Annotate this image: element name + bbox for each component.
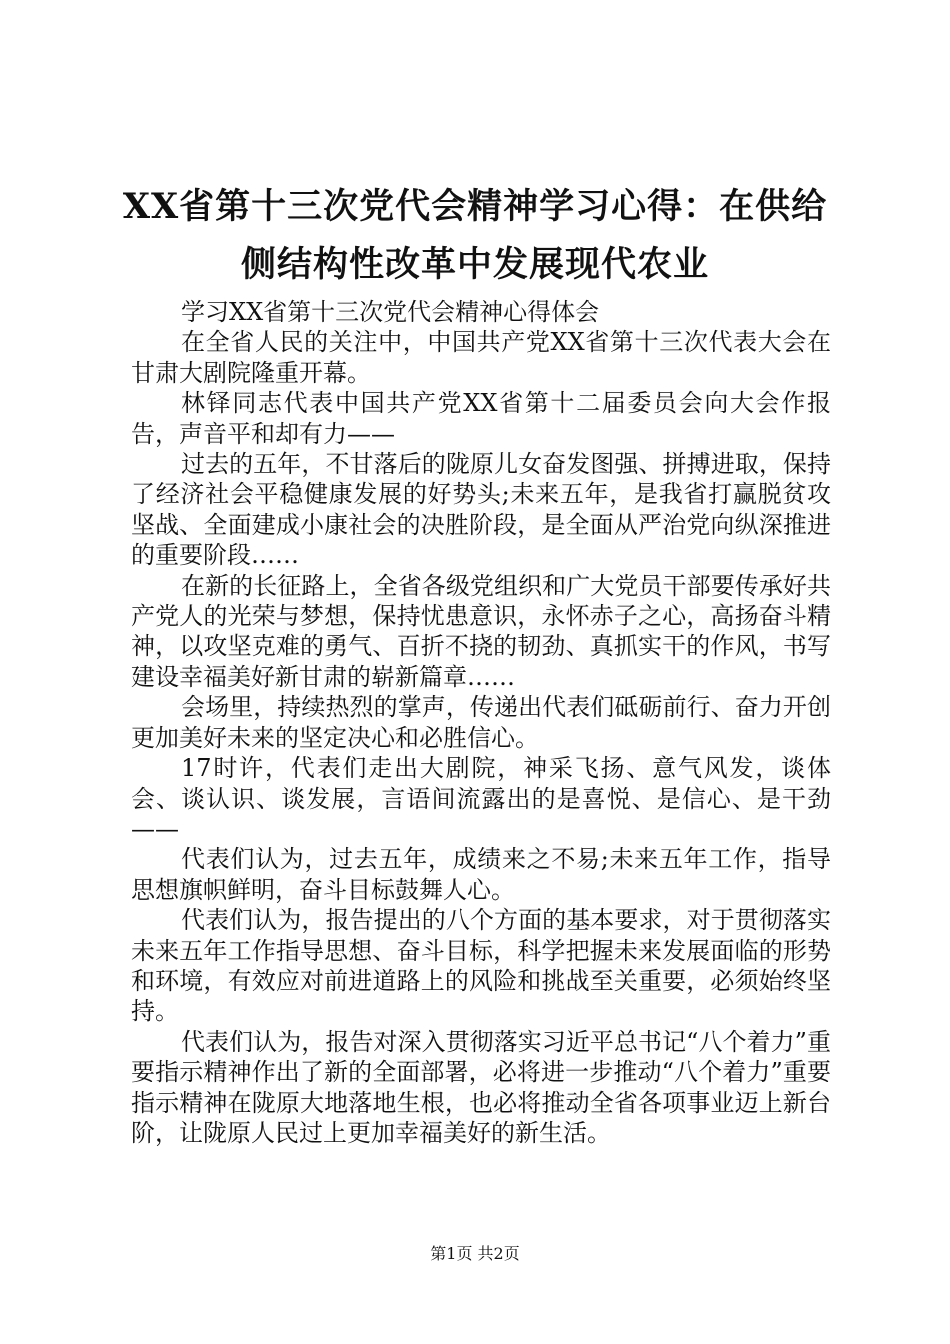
title-line-2: 侧结构性改革中发展现代农业 [240,244,709,285]
paragraph: 过去的五年，不甘落后的陇原儿女奋发图强、拼搏进取，保持了经济社会平稳健康发展的好势头;未来五年，是我省打赢脱贫攻坚战、全面建成小康社会的决胜阶段，是全面从严治党向纵深推进的重要阶段…… [131,450,831,570]
paragraph: 代表们认为，报告对深入贯彻落实习近平总书记“八个着力”重要指示精神作出了新的全面部署，必将进一步推动“八个着力”重要指示精神在陇原大地落地生根，也必将推动全省各项事业迈上新台阶，让陇原人民过上更加幸福美好的新生活。 [131,1027,831,1147]
paragraph: 会场里，持续热烈的掌声，传递出代表们砥砺前行、奋力开创更加美好未来的坚定决心和必胜信心。 [131,693,831,752]
page-footer: 第1页 共2页 [430,1244,520,1263]
paragraph: 代表们认为，报告提出的八个方面的基本要求，对于贯彻落实未来五年工作指导思想、奋斗目标，科学把握未来发展面临的形势和环境，有效应对前进道路上的风险和挑战至关重要，必须始终坚持。 [131,906,831,1026]
paragraph: 在全省人民的关注中，中国共产党XX省第十三次代表大会在甘肃大剧院隆重开幕。 [131,328,831,387]
paragraph: 代表们认为，过去五年，成绩来之不易;未来五年工作，指导思想旗帜鲜明，奋斗目标鼓舞人心。 [131,845,831,904]
document-title [90,178,860,294]
paragraph: 17时许，代表们走出大剧院，神采飞扬、意气风发，谈体会、谈认识、谈发展，言语间流露出的是喜悦、是信心、是干劲—— [131,754,831,843]
title-line-1: XX省第十三次党代会精神学习心得：在供给 [122,186,828,227]
document-body [131,297,831,1148]
paragraph: 林铎同志代表中国共产党XX省第十二届委员会向大会作报告，声音平和却有力—— [131,389,831,448]
paragraph: 学习XX省第十三次党代会精神心得体会 [181,298,600,326]
paragraph: 在新的长征路上，全省各级党组织和广大党员干部要传承好共产党人的光荣与梦想，保持忧患意识，永怀赤子之心，高扬奋斗精神，以攻坚克难的勇气、百折不挠的韧劲、真抓实干的作风，书写建设幸福美好新甘肃的崭新篇章…… [131,571,831,691]
